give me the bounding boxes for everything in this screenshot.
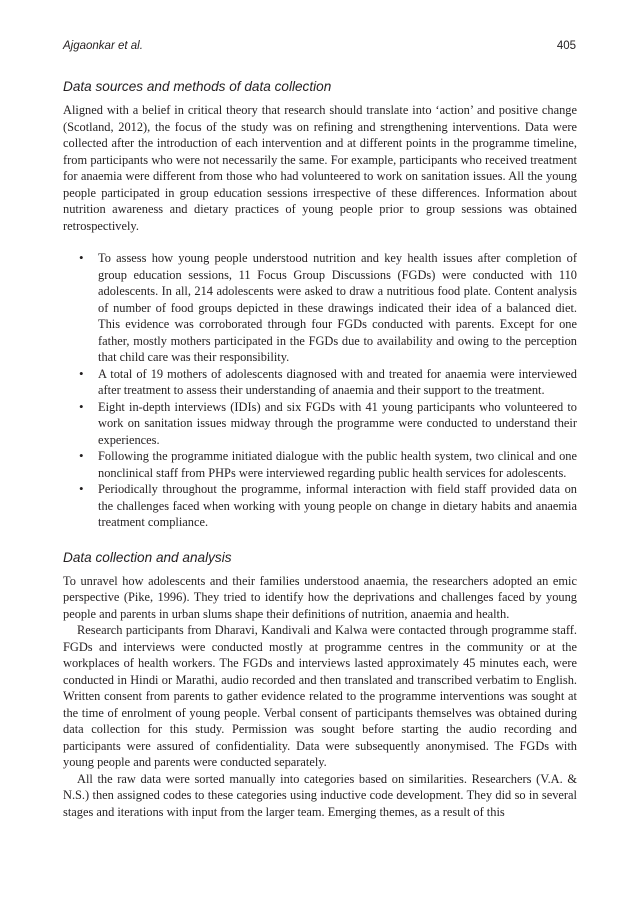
bullet-list: [63, 250, 577, 531]
bullet-item: • Eight in-depth interviews (IDIs) and six FGDs with 41 young participants who volunteered to work on sanitation issues midway through the programme were conducted to understand their experiences.: [98, 399, 577, 449]
page-number: 405: [556, 40, 576, 52]
section-paragraph: To unravel how adolescents and their families understood anaemia, the researchers adopted an emic perspective (Pike, 1996). They tried to identify how the deprivations and challenges faced by young people and parents in urban slums shape their definitions of nutrition, anaemia and health.: [63, 573, 577, 621]
running-head-author: Ajgaonkar et al.: [63, 40, 143, 52]
section-heading-data-collection: Data collection and analysis: [63, 549, 232, 565]
bullet-item: • Periodically throughout the programme, informal interaction with field staff provided data on the challenges faced when working with young people on change in dietary habits and anaemia treatment compliance.: [98, 481, 577, 531]
section-paragraph: Aligned with a belief in critical theory that research should translate into ‘action’ and positive change (Scotland, 2012), the focus of the study was on refining and strengthening interventions. Data were collected after the introduction of each intervention and at different points in the programme timeline, from participants who were not necessarily the same. For example, participants who received treatment for anaemia were different from those who had volunteered to work on sanitation issues. All the young people participated in group education sessions irrespective of these differences. Information about nutrition awareness and dietary practices of young people prior to group sessions was obtained retrospectively.: [63, 103, 577, 233]
section-paragraph: All the raw data were sorted manually into categories based on similarities. Researchers (V.A. & N.S.) then assigned codes to these categories using inductive code development. They did so in several stages and iterations with input from the larger team. Emerging themes, as a result of this: [63, 771, 577, 819]
bullet-item: • Following the programme initiated dialogue with the public health system, two clinical and one nonclinical staff from PHPs were interviewed regarding public health services for adolescents.: [98, 448, 577, 481]
bullet-item: • A total of 19 mothers of adolescents diagnosed with and treated for anaemia were interviewed after treatment to assess their understanding of anaemia and their support to the treatment.: [98, 366, 577, 399]
section-paragraph: Research participants from Dharavi, Kandivali and Kalwa were contacted through programme staff. FGDs and interviews were conducted mostly at programme centres in the community or at the workplaces of health workers. The FGDs and interviews lasted approximately 45 minutes each, were conducted in Hindi or Marathi, audio recorded and then translated and transcribed verbatim to English. Written consent from parents to gather evidence related to the programme interventions was sought at the time of enrolment of young people. Verbal consent of participants themselves was obtained during data collection for this study. Permission was sought before starting the audio recording and participants were assured of confidentiality. Data were subsequently anonymised. The FGDs with young people and parents were conducted separately.: [63, 623, 577, 769]
section-heading-data-sources: Data sources and methods of data collection: [63, 79, 332, 94]
running-header: [63, 40, 576, 58]
article-body: [63, 78, 577, 820]
bullet-item: • To assess how young people understood nutrition and key health issues after completion of group education sessions, 11 Focus Group Discussions (FGDs) were conducted with 110 adolescents. In all, 214 adolescents were asked to draw a nutritious food plate. Content analysis of number of food groups depicted in these drawings indicated their idea of a balanced diet. This evidence was corroborated through four FGDs conducted with parents. Except for one father, mostly mothers participated in the FGDs due to availability and owing to the perception that child care was their responsibility.: [98, 250, 577, 366]
